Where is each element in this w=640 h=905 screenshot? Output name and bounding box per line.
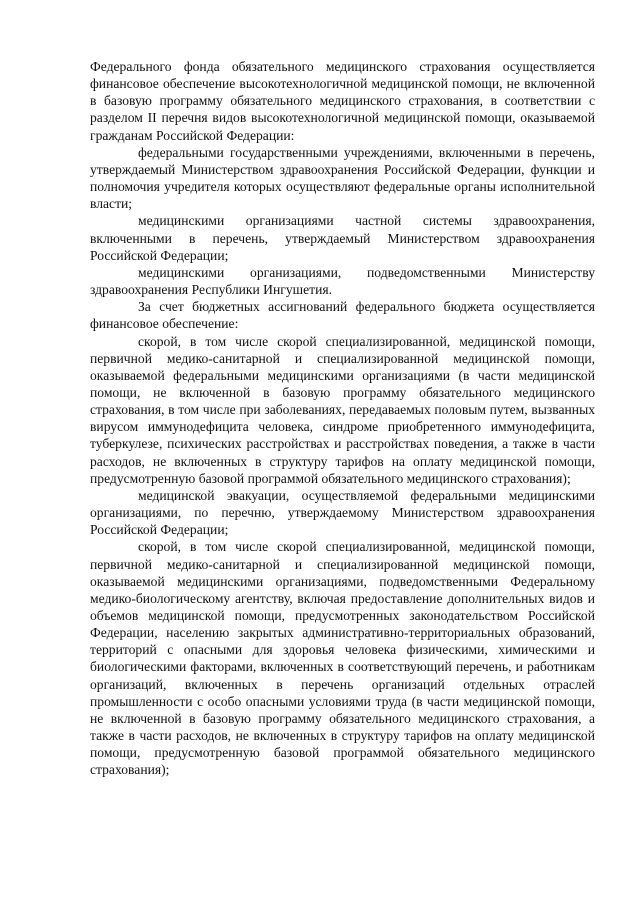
paragraph-private-organizations: медицинскими организациями частной системы здравоохранения, включенными в перечень, утверждаемый Министерством здравоохранения Российской Федерации; (90, 213, 595, 263)
paragraph-federal-budget-intro: За счет бюджетных ассигнований федерального бюджета осуществляется финансовое обеспечение: (90, 299, 595, 332)
paragraph-federal-institutions: федеральными государственными учреждениями, включенными в перечень, утверждаемый Министерством здравоохранения Российской Федерации, функции и полномочия учредителя которых осуществляют федеральные органы исполнительной власти; (90, 144, 595, 212)
paragraph-emergency-care: скорой, в том числе скорой специализированной, медицинской помощи, первичной медико-санитарной и специализированной медицинской помощи, оказываемой федеральными медицинскими организациями (в части медицинской помощи, не включенной в базовую программу обязательного медицинского страхования, в том числе при заболеваниях, передаваемых половым путем, вызванных вирусом иммунодефицита человека, синдроме приобретенного иммунодефицита, туберкулезе, психических расстройствах и расстройствах поведения, а также в части расходов, не включенных в структуру тарифов на оплату медицинской помощи, предусмотренную базовой программой обязательного медицинского страхования); (90, 333, 595, 486)
paragraph-ingushetia-organizations: медицинскими организациями, подведомственными Министерству здравоохранения Республики Ингушетия. (90, 264, 595, 298)
paragraph-continuation: Федерального фонда обязательного медицинского страхования осуществляется финансовое обеспечение высокотехнологичной медицинской помощи, не включенной в базовую программу обязательного медицинского страхования, в соответствии с разделом II перечня видов высокотехнологичной медицинской помощи, оказываемой гражданам Российской Федерации: (90, 59, 595, 143)
paragraph-medical-evacuation: медицинской эвакуации, осуществляемой федеральными медицинскими организациями, по перечню, утверждаемому Министерством здравоохранения Российской Федерации; (90, 487, 595, 538)
paragraph-fmba-care: скорой, в том числе скорой специализированной, медицинской помощи, первичной медико-санитарной и специализированной медицинской помощи, оказываемой медицинскими организациями, подведомственными Федеральному медико-биологическому агентству, включая предоставление дополнительных видов и объемов медицинской помощи, предусмотренных законодательством Российской Федерации, населению закрытых административно-территориальных образований, территорий с опасными для здоровья человека физическими, химическими и биологическими факторами, включенных в соответствующий перечень, и работникам организаций, включенных в перечень организаций отдельных отраслей промышленности с особо опасными условиями труда (в части медицинской помощи, не включенной в базовую программу обязательного медицинского страхования, а также в части расходов, не включенных в структуру тарифов на оплату медицинской помощи, предусмотренную базовой программой обязательного медицинского страхования); (90, 539, 595, 778)
document-page (90, 58, 595, 779)
